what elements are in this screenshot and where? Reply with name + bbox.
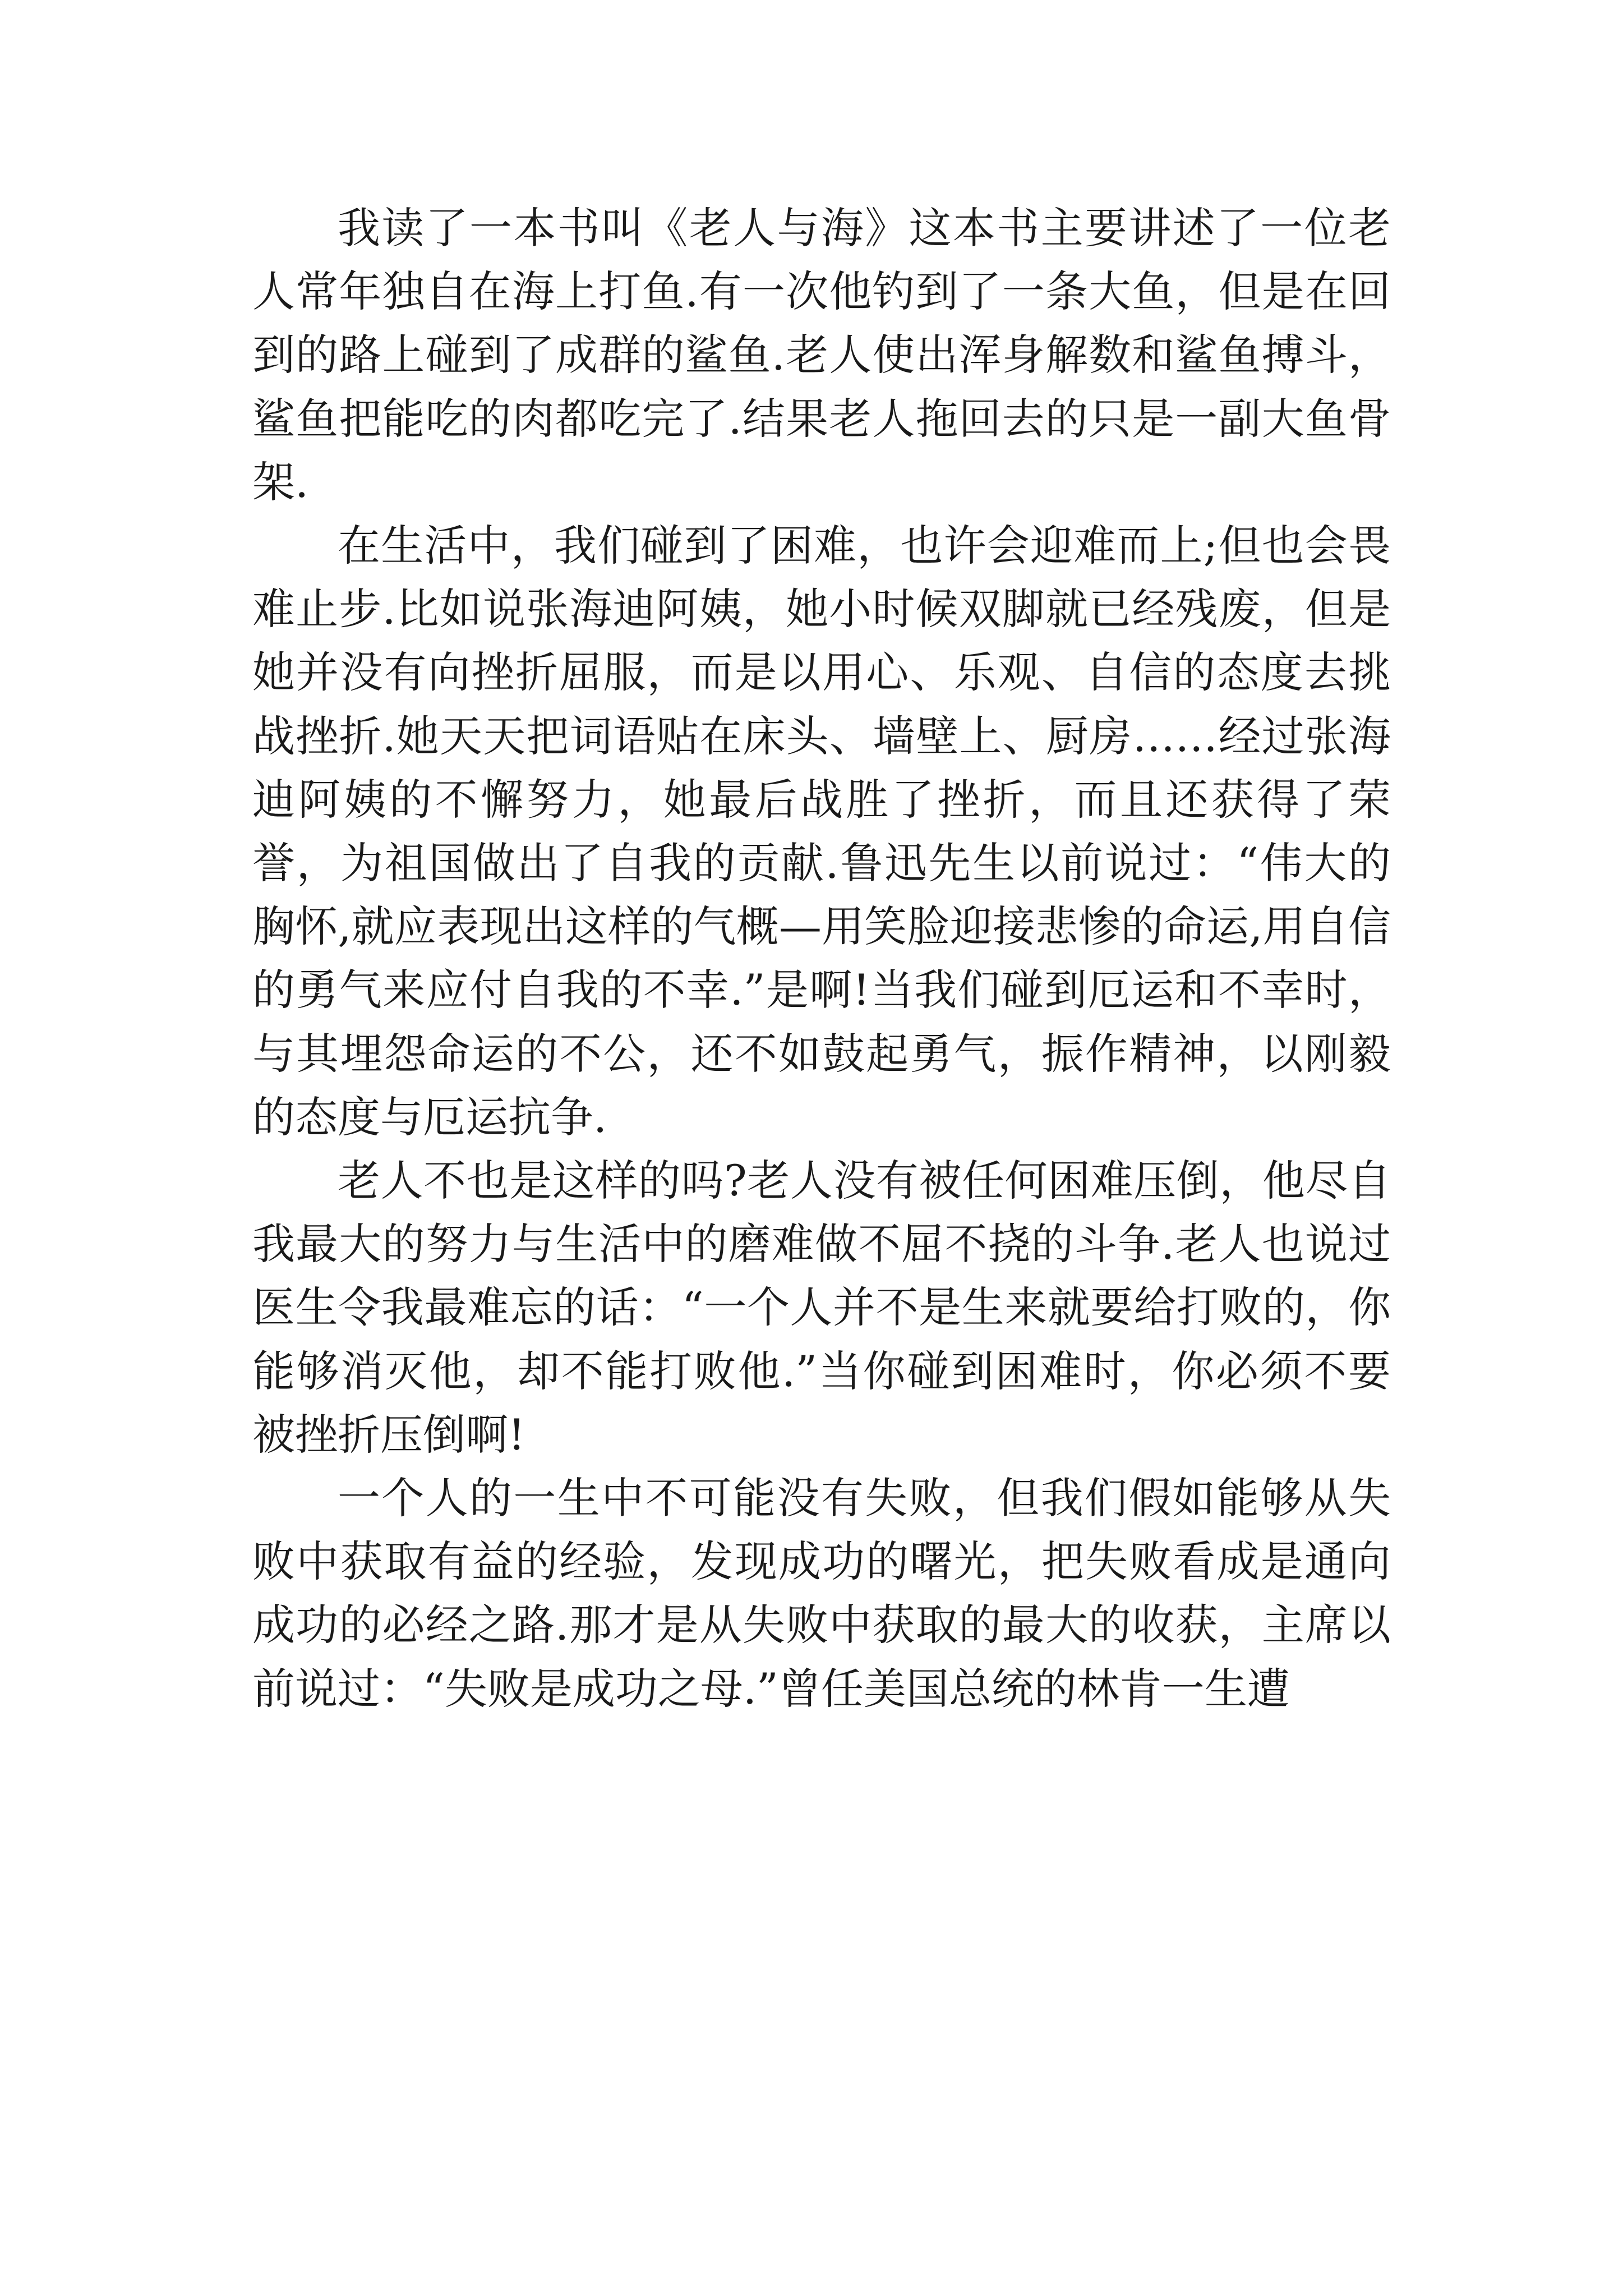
paragraph-1: 我读了一本书叫《老人与海》这本书主要讲述了一位老人常年独自在海上打鱼.有一次他钓到了一条大鱼，但是在回到的路上碰到了成群的鲨鱼.老人使出浑身解数和鲨鱼搏斗，鲨鱼把能吃的肉都吃完了.结果老人拖回去的只是一副大鱼骨架. (252, 203, 1391, 507)
paragraph-3: 老人不也是这样的吗?老人没有被任何困难压倒，他尽自我最大的努力与生活中的磨难做不屈不挠的斗争.老人也说过医生令我最难忘的话：“一个人并不是生来就要给打败的，你能够消灭他，却不能打败他.”当你碰到困难时，你必须不要被挫折压倒啊! (252, 1156, 1391, 1460)
essay-body (252, 196, 1391, 1720)
paragraph-4: 一个人的一生中不可能没有失败，但我们假如能够从失败中获取有益的经验，发现成功的曙光，把失败看成是通向成功的必经之路.那才是从失败中获取的最大的收获，主席以前说过：“失败是成功之母.”曾任美国总统的林肯一生遭 (252, 1473, 1391, 1714)
paragraph-2: 在生活中，我们碰到了困难，也许会迎难而上;但也会畏难止步.比如说张海迪阿姨，她小时候双脚就已经残废，但是她并没有向挫折屈服，而是以用心、乐观、自信的态度去挑战挫折.她天天把词语贴在床头、墙壁上、厨房……经过张海迪阿姨的不懈努力，她最后战胜了挫折，而且还获得了荣誉，为祖国做出了自我的贡献.鲁迅先生以前说过：“伟大的胸怀,就应表现出这样的气概—用笑脸迎接悲惨的命运,用自信的勇气来应付自我的不幸.”是啊!当我们碰到厄运和不幸时，与其埋怨命运的不公，还不如鼓起勇气，振作精神，以刚毅的态度与厄运抗争. (252, 521, 1391, 1142)
